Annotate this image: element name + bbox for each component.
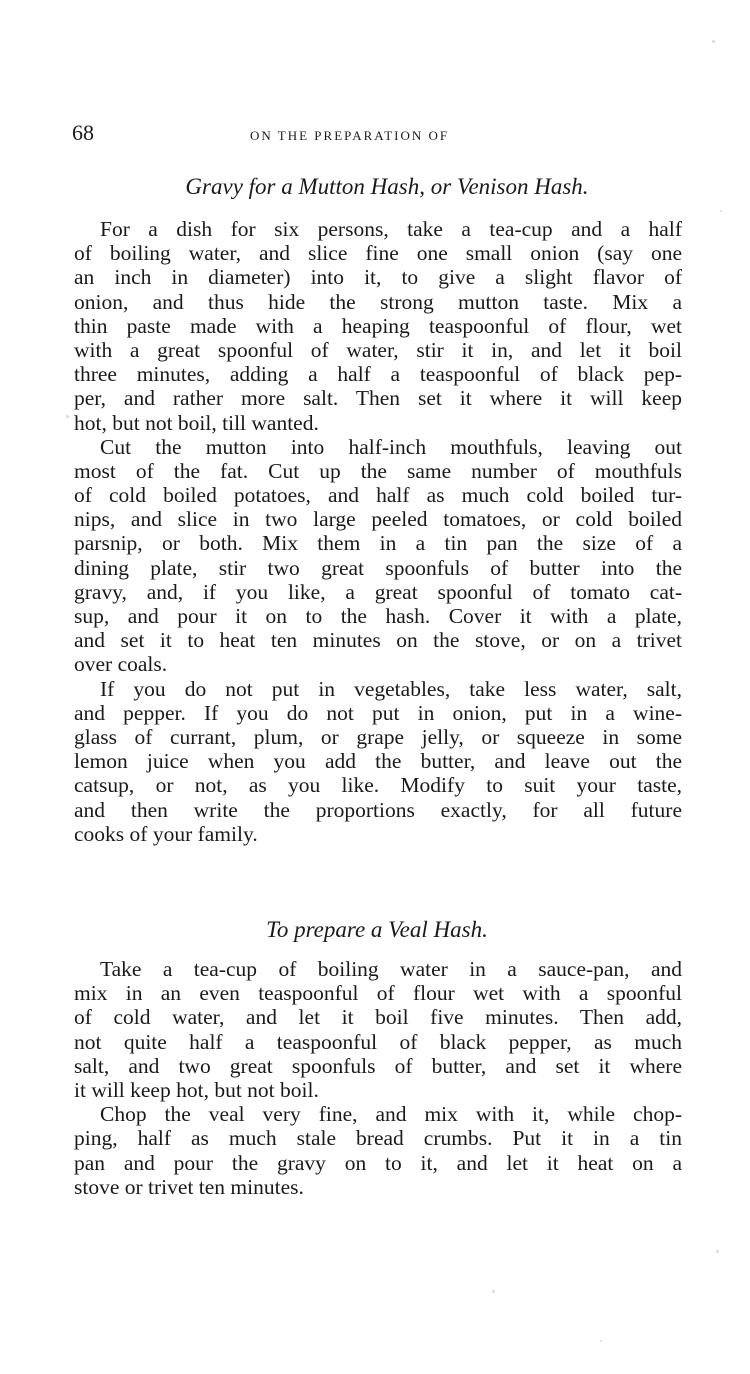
text-line: of cold water, and let it boil five minutes. Then add, (74, 1005, 682, 1030)
text-line: cooks of your family. (74, 821, 258, 846)
scan-speckle (716, 1250, 719, 1253)
scan-speckle (492, 1290, 495, 1293)
text-line: salt, and two great spoonfuls of butter, and set it where (74, 1053, 682, 1078)
running-head: ON THE PREPARATION OF (250, 128, 450, 143)
section-body-veal-hash (74, 957, 682, 1199)
text-line: per, and rather more salt. Then set it where it will keep (74, 386, 682, 411)
text-line: of cold boiled potatoes, and half as much cold boiled tur- (74, 483, 682, 508)
text-line: pan and pour the gravy on to it, and let it heat on a (74, 1150, 682, 1175)
text-line: mix in an even teaspoonful of flour wet with a spoonful (74, 981, 682, 1006)
text-line: lemon juice when you add the butter, and leave out the (74, 749, 682, 774)
section-title-veal-hash: To prepare a Veal Hash. (266, 917, 488, 942)
text-line: dining plate, stir two great spoonfuls of butter into the (74, 555, 682, 580)
text-line: Cut the mutton into half-inch mouthfuls, leaving out (100, 434, 682, 459)
scan-speckle (66, 415, 69, 418)
text-line: sup, and pour it on to the hash. Cover it with a plate, (74, 604, 682, 628)
section-body-mutton-hash-gravy (74, 217, 682, 846)
text-line: with a great spoonful of water, stir it in, and let it boil (74, 337, 682, 362)
text-line: thin paste made with a heaping teaspoonful of flour, wet (74, 313, 682, 338)
text-line: and then write the proportions exactly, for all future (74, 797, 682, 822)
text-line: If you do not put in vegetables, take less water, salt, (100, 676, 682, 701)
scan-speckle (720, 210, 722, 212)
text-line: For a dish for six persons, take a tea-cup and a half (100, 217, 682, 241)
text-line: most of the fat. Cut up the same number of mouthfuls (74, 458, 682, 483)
text-line: ping, half as much stale bread crumbs. Put it in a tin (74, 1126, 682, 1151)
text-line: not quite half a teaspoonful of black pepper, as much (74, 1029, 682, 1054)
text-line: of boiling water, and slice fine one small onion (say one (74, 241, 682, 266)
text-line: onion, and thus hide the strong mutton taste. Mix a (74, 289, 682, 314)
text-line: Chop the veal very fine, and mix with it, while chop- (100, 1102, 682, 1127)
text-line: gravy, and, if you like, a great spoonful of tomato cat- (74, 579, 682, 604)
text-line: and set it to heat ten minutes on the stove, or on a trivet (74, 628, 682, 653)
text-line: three minutes, adding a half a teaspoonful of black pep- (74, 362, 682, 387)
text-line: it will keep hot, but not boil. (74, 1077, 319, 1102)
scan-speckle (712, 40, 715, 43)
text-line: catsup, or not, as you like. Modify to suit your taste, (74, 773, 682, 798)
text-line: nips, and slice in two large peeled tomatoes, or cold boiled (74, 507, 682, 532)
section-title-mutton-hash-gravy: Gravy for a Mutton Hash, or Venison Hash. (185, 174, 589, 199)
scan-speckle (600, 1340, 602, 1342)
text-line: and pepper. If you do not put in onion, put in a wine- (74, 700, 682, 725)
text-line: hot, but not boil, till wanted. (74, 410, 319, 435)
text-line: an inch in diameter) into it, to give a slight flavor of (74, 265, 682, 290)
text-line: parsnip, or both. Mix them in a tin pan the size of a (74, 531, 682, 556)
text-line: stove or trivet ten minutes. (74, 1174, 304, 1199)
text-line: over coals. (74, 652, 168, 677)
text-line: glass of currant, plum, or grape jelly, or squeeze in some (74, 724, 682, 749)
text-line: Take a tea-cup of boiling water in a sauce-pan, and (100, 957, 682, 981)
page-number: 68 (72, 120, 94, 145)
